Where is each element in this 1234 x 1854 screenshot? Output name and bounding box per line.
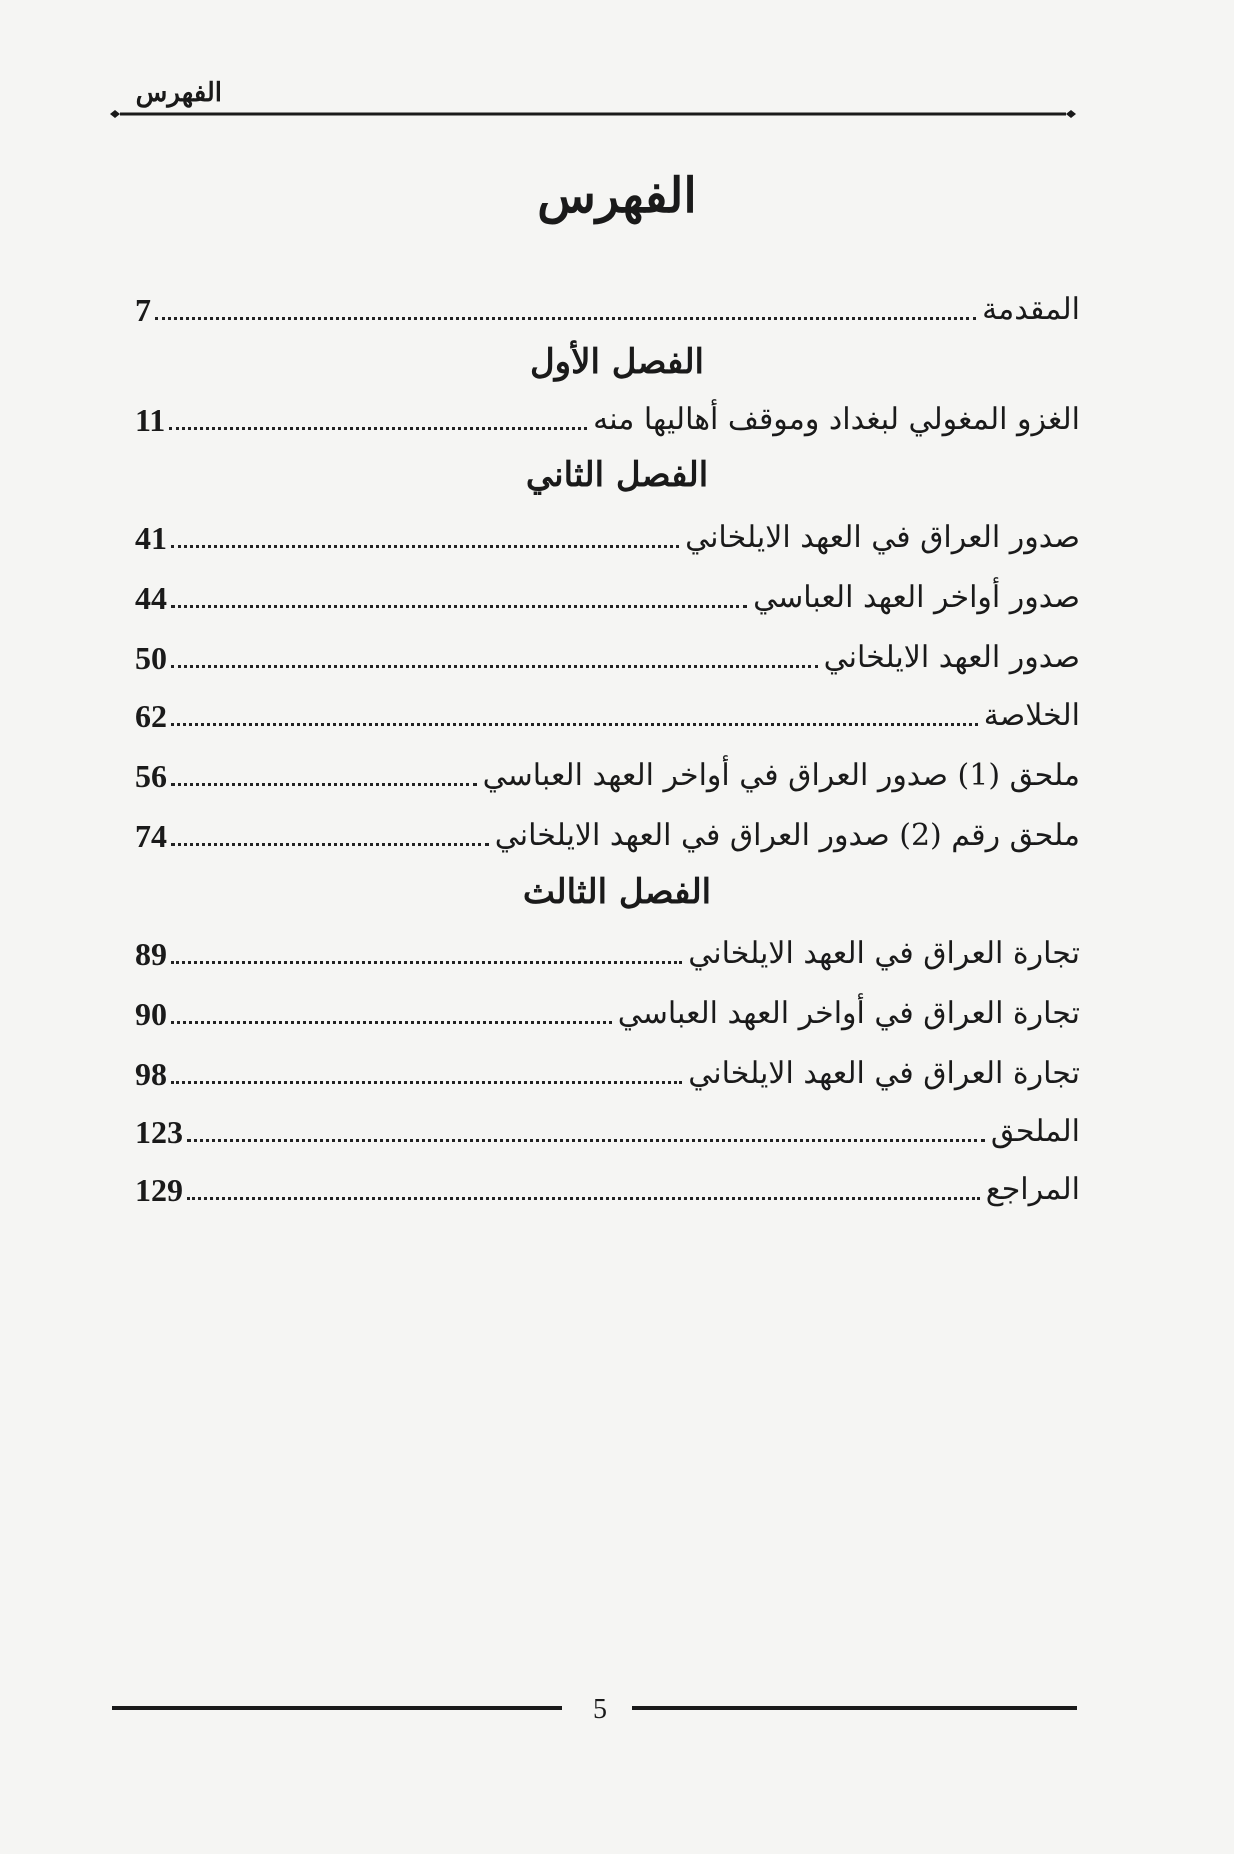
toc-entry-label: تجارة العراق في العهد الايلخاني	[688, 936, 1080, 971]
dot-leader	[171, 605, 747, 608]
toc-entry-page: 44	[135, 580, 167, 616]
toc-entry[interactable]	[135, 686, 1080, 736]
dot-leader	[187, 1197, 980, 1200]
toc-entry[interactable]	[135, 924, 1080, 974]
chapter-heading-3: الفصل الثالث	[522, 872, 712, 912]
dot-leader	[171, 665, 818, 668]
toc-entry-label: تجارة العراق في العهد الايلخاني	[688, 1056, 1080, 1091]
toc-entry-page: 89	[135, 936, 167, 972]
toc-entry-page: 11	[135, 402, 166, 438]
toc-entry[interactable]	[135, 1044, 1080, 1094]
toc-entry-label: المقدمة	[982, 292, 1080, 327]
toc-entry-page: 7	[135, 292, 151, 328]
toc-entry-page: 74	[135, 818, 167, 854]
toc-entry-label: تجارة العراق في أواخر العهد العباسي	[617, 996, 1080, 1031]
toc-entry-page: 90	[135, 996, 167, 1032]
toc-entry-page: 41	[135, 520, 167, 556]
dot-leader	[171, 961, 682, 964]
chapter-heading-1: الفصل الأول	[529, 342, 705, 382]
dot-leader	[155, 317, 976, 320]
toc-entry-page: 62	[135, 698, 167, 734]
toc-entry-label: المراجع	[985, 1172, 1080, 1207]
toc-entry[interactable]	[135, 568, 1080, 618]
toc-entry-page: 50	[135, 640, 167, 676]
toc-entry-page: 98	[135, 1056, 167, 1092]
toc-entry-page: 123	[135, 1114, 183, 1150]
header-rule	[110, 110, 1076, 118]
toc-entry[interactable]	[135, 628, 1080, 678]
toc-entry-intro[interactable]	[135, 280, 1080, 330]
toc-entry[interactable]	[135, 1102, 1080, 1152]
toc-entry-label: ملحق (1) صدور العراق في أواخر العهد العباسي	[482, 758, 1080, 793]
toc-entry-page: 129	[135, 1172, 183, 1208]
dot-leader	[187, 1139, 985, 1142]
dot-leader	[171, 783, 477, 786]
toc-entry[interactable]	[135, 508, 1080, 558]
toc-entry[interactable]	[135, 984, 1080, 1034]
page-title: الفهرس	[537, 168, 697, 224]
dot-leader	[171, 723, 978, 726]
toc-entry-label: الخلاصة	[983, 698, 1080, 733]
toc-entry-page: 56	[135, 758, 167, 794]
chapter-heading-2: الفصل الثاني	[525, 455, 709, 495]
toc-entry[interactable]	[135, 390, 1080, 440]
dot-leader	[171, 545, 679, 548]
toc-entry-label: صدور العراق في العهد الايلخاني	[685, 520, 1080, 555]
footer-rule-right	[632, 1706, 1077, 1710]
dot-leader	[171, 1081, 682, 1084]
footer-rule-left	[112, 1706, 562, 1710]
toc-entry-label: الملحق	[990, 1114, 1080, 1149]
dot-leader	[171, 1021, 612, 1024]
toc-entry-label: صدور أواخر العهد العباسي	[753, 580, 1080, 615]
toc-entry-label: ملحق رقم (2) صدور العراق في العهد الايلخاني	[494, 818, 1080, 853]
toc-entry[interactable]	[135, 806, 1080, 856]
toc-entry-label: الغزو المغولي لبغداد وموقف أهاليها منه	[593, 402, 1080, 437]
toc-entry[interactable]	[135, 1160, 1080, 1210]
toc-entry[interactable]	[135, 746, 1080, 796]
dot-leader	[169, 427, 587, 430]
page-number: 5	[593, 1694, 607, 1725]
toc-entry-label: صدور العهد الايلخاني	[823, 640, 1080, 675]
dot-leader	[171, 843, 489, 846]
running-header-title: الفهرس	[135, 78, 222, 108]
